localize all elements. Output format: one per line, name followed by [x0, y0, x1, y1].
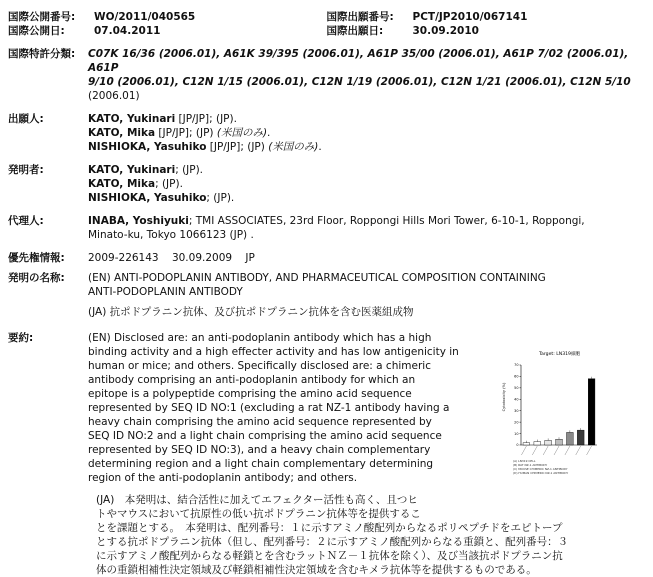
inventor-detail: ; (JP).	[155, 178, 183, 190]
inventor-detail: ; (JP).	[206, 192, 235, 204]
priority-value: 2009-226143 30.09.2009 JP	[88, 252, 255, 264]
chart-tick-label: 0	[515, 443, 518, 448]
applicant-detail: [JP/JP]; (JP).	[175, 113, 237, 125]
chart-bars	[521, 377, 595, 455]
agent-address: Minato-ku, Tokyo 1066123 (JP) .	[88, 229, 254, 241]
applicant-note: (米国のみ)	[216, 127, 268, 139]
ipc-label: 国際特許分類:	[8, 48, 76, 60]
chart-legend-entry: (C) MOUSE CHIMERIC NZ-1 ANTIBODY	[512, 467, 568, 471]
abstract-en-line: binding activity and a high effecter activity and has low antigenicity in	[88, 346, 459, 358]
abstract-en-line: represented by SEQ ID NO:3), and a heavy chain complementary	[88, 444, 431, 456]
abstract-en-line: heavy chain comprising the amino acid sequence represented by	[88, 416, 432, 428]
chart-tick-label: 60	[513, 374, 518, 379]
chart-axes	[514, 363, 597, 447]
chart-bar	[566, 432, 573, 445]
chart-legend-entry: (A) LN319 CELL	[512, 459, 535, 463]
ipc-line: 9/10 (2006.01), C12N 1/15 (2006.01), C12N 1/19 (2006.01), C12N 1/21 (2006.01), C12N 5/10	[88, 76, 631, 88]
pub-no: WO/2011/040565	[94, 11, 196, 23]
pub-no-label: 国際公開番号:	[8, 11, 76, 23]
app-no-label: 国際出願番号:	[326, 11, 394, 23]
chart-bar	[523, 443, 530, 445]
ipc-line: C07K 16/36 (2006.01), A61K 39/395 (2006.01), A61P 35/00 (2006.01), A61P 7/02 (2006.01), A61P	[88, 48, 629, 74]
chart-tick-label: 30	[513, 408, 518, 413]
chart-bar	[555, 439, 562, 445]
app-date: 30.09.2010	[412, 25, 479, 37]
applicant-end: .	[267, 127, 271, 139]
chart-category-mark	[554, 446, 559, 455]
abstract-en-line: region of the anti-podoplanin antibody; and others.	[88, 472, 358, 484]
chart-legend-entry: (D) HUMAN CHIMERIC NZ-1 ANTIBODY	[512, 471, 568, 475]
inventor-name: KATO, Mika	[88, 178, 156, 190]
abstract-ja	[96, 493, 645, 577]
chart-tick-label: 20	[513, 420, 518, 425]
chart-category-mark	[564, 446, 569, 455]
pub-date: 07.04.2011	[94, 25, 161, 37]
chart-category-mark	[575, 446, 580, 455]
applicant-detail: [JP/JP]; (JP)	[206, 141, 269, 153]
title-en: (EN) ANTI-PODOPLANIN ANTIBODY, AND PHARMACEUTICAL COMPOSITION CONTAINING	[88, 272, 546, 284]
abstract-en-line: human or mice; and others. Specifically disclosed are: a chimeric	[88, 360, 431, 372]
title-en: ANTI-PODOPLANIN ANTIBODY	[88, 286, 243, 298]
applicant-name: KATO, Yukinari	[88, 113, 176, 125]
inventor-name: KATO, Yukinari	[88, 164, 176, 176]
pub-date-label: 国際公開日:	[8, 25, 65, 37]
abstract-en-line: (EN) Disclosed are: an anti-podoplanin antibody which has a high	[88, 332, 432, 344]
chart-category-mark	[521, 446, 526, 455]
applicant-note: (米国のみ)	[268, 141, 319, 153]
header-right	[327, 10, 646, 38]
header-block	[8, 10, 645, 38]
abstract-en-line: epitope is a polypeptide comprising the amino acid sequence	[88, 388, 412, 400]
chart-tick-label: 40	[513, 397, 518, 402]
agent-address: ; TMI ASSOCIATES, 23rd Floor, Roppongi Hills Mori Tower, 6-10-1, Roppongi,	[188, 215, 585, 227]
abstract-ja-line: (JA) 本発明は、結合活性に加えてエフェクター活性も高く、且つヒ	[96, 494, 418, 506]
applicant-name: NISHIOKA, Yasuhiko	[88, 141, 207, 153]
priority-section	[8, 251, 645, 265]
priority-label: 優先権情報:	[8, 252, 65, 264]
app-date-label: 国際出願日:	[326, 25, 384, 37]
abstract-en	[88, 331, 459, 485]
abstract-ja-line: とする抗ポドプラニン抗体（但し、配列番号：２に示すアミノ酸配列からなる重鎖と、配列番号：３	[96, 536, 569, 548]
title-ja: (JA) 抗ポドプラニン抗体、及び抗ポドプラニン抗体を含む医薬組成物	[88, 306, 414, 318]
cytotoxicity-chart	[499, 349, 603, 477]
chart-category-mark	[586, 446, 591, 455]
chart-legend-entry: (B) RAT NZ-1 ANTIBODY	[512, 463, 547, 467]
agent-label: 代理人:	[8, 215, 44, 227]
abstract-ja-line: に示すアミノ酸配列からなる軽鎖とを含むラットＮＺ－１抗体を除く）、及び当該抗ポドプラニン抗	[96, 550, 563, 562]
abstract-en-line: SEQ ID NO:2 and a light chain comprising the amino acid sequence	[88, 430, 442, 442]
abstract-en-line: determining region and a light chain complementary determining	[88, 458, 434, 470]
chart-tick-label: 50	[513, 386, 518, 391]
agent-section	[8, 214, 645, 242]
ipc-line: (2006.01)	[88, 90, 140, 102]
app-no: PCT/JP2010/067141	[412, 11, 528, 23]
inventors-section	[8, 163, 645, 205]
chart-category-mark	[543, 446, 548, 455]
chart-tick-label: 10	[513, 431, 518, 436]
header-left	[8, 10, 327, 38]
abstract-figure	[456, 331, 645, 485]
ipc-section	[8, 47, 645, 103]
applicant-end: .	[318, 141, 322, 153]
abstract-label: 要約:	[8, 332, 34, 344]
chart-category-mark	[532, 446, 537, 455]
abstract-en-line: represented by SEQ ID NO:1 (excluding a rat NZ-1 antibody having a	[88, 402, 450, 414]
applicants-label: 出願人:	[8, 113, 44, 125]
agent-name: INABA, Yoshiyuki	[88, 215, 189, 227]
chart-bar	[544, 440, 551, 445]
applicant-detail: [JP/JP]; (JP)	[155, 127, 217, 139]
chart-legend	[513, 459, 568, 475]
title-section	[8, 271, 645, 319]
abstract-en-line: antibody comprising an anti-podoplanin antibody for which an	[88, 374, 416, 386]
chart-title: Target: LN319細胞	[538, 352, 580, 357]
inventor-name: NISHIOKA, Yasuhiko	[88, 192, 207, 204]
inventor-detail: ; (JP).	[175, 164, 204, 176]
chart-bar	[533, 442, 540, 445]
applicants-section	[8, 112, 645, 154]
chart-tick-label: 70	[513, 363, 518, 368]
abstract-ja-line: 体の重鎖相補性決定領域及び軽鎖相補性決定領域を含むキメラ抗体等を提供するものである。	[96, 564, 537, 576]
abstract-ja-line: トやマウスにおいて抗原性の低い抗ポドプラニン抗体等を提供するこ	[96, 508, 421, 520]
applicant-name: KATO, Mika	[88, 127, 156, 139]
abstract-ja-line: とを課題とする。 本発明は、配列番号：１に示すアミノ酸配列からなるポリペプチドをエピトープ	[96, 522, 563, 534]
title-label: 発明の名称:	[8, 272, 65, 284]
chart-ylabel: Cytotoxicity (%)	[501, 382, 506, 412]
chart-bar	[577, 430, 584, 445]
abstract-section	[8, 331, 645, 485]
chart-bar	[588, 379, 595, 445]
inventors-label: 発明者:	[8, 164, 44, 176]
